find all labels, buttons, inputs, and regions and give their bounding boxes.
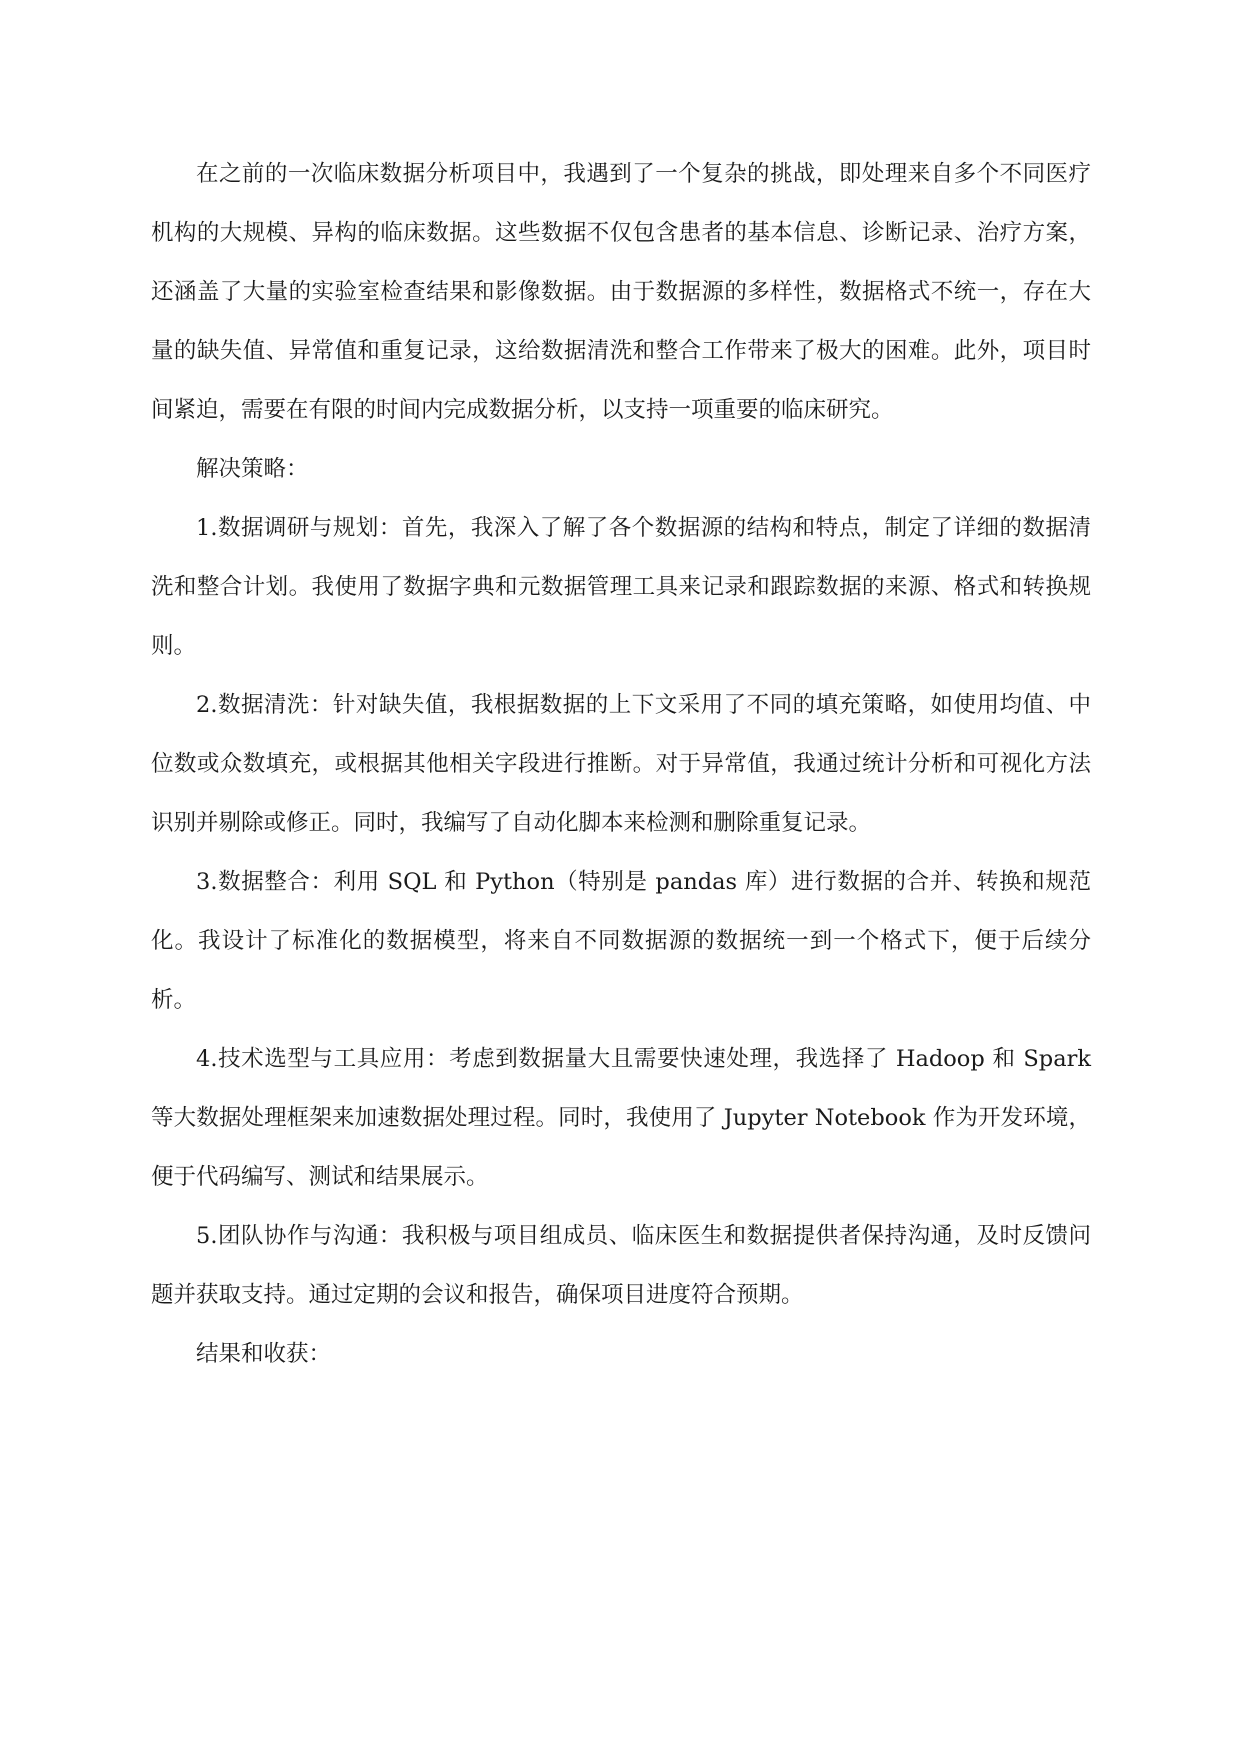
paragraph-step-4: 4.技术选型与工具应用：考虑到数据量大且需要快速处理，我选择了 Hadoop 和 Spark 等大数据处理框架来加速数据处理过程。同时，我使用了 Jupyter Notebook 作为开发环境，便于代码编写、测试和结果展示。: [151, 1046, 1091, 1190]
paragraph-step-2: 2.数据清洗：针对缺失值，我根据数据的上下文采用了不同的填充策略，如使用均值、中位数或众数填充，或根据其他相关字段进行推断。对于异常值，我通过统计分析和可视化方法识别并剔除或修正。同时，我编写了自动化脚本来检测和删除重复记录。: [151, 692, 1091, 836]
paragraph-step-5: 5.团队协作与沟通：我积极与项目组成员、临床医生和数据提供者保持沟通，及时反馈问题并获取支持。通过定期的会议和报告，确保项目进度符合预期。: [151, 1223, 1091, 1308]
paragraph-step-3: 3.数据整合：利用 SQL 和 Python（特别是 pandas 库）进行数据的合并、转换和规范化。我设计了标准化的数据模型，将来自不同数据源的数据统一到一个格式下，便于后续分析。: [151, 869, 1091, 1013]
paragraph-results-heading: 结果和收获：: [196, 1341, 332, 1367]
document-body: [151, 145, 1091, 1384]
paragraph-challenge: 在之前的一次临床数据分析项目中，我遇到了一个复杂的挑战，即处理来自多个不同医疗机构的大规模、异构的临床数据。这些数据不仅包含患者的基本信息、诊断记录、治疗方案，还涵盖了大量的实验室检查结果和影像数据。由于数据源的多样性，数据格式不统一，存在大量的缺失值、异常值和重复记录，这给数据清洗和整合工作带来了极大的困难。此外，项目时间紧迫，需要在有限的时间内完成数据分析，以支持一项重要的临床研究。: [151, 161, 1091, 423]
paragraph-step-1: 1.数据调研与规划：首先，我深入了解了各个数据源的结构和特点，制定了详细的数据清洗和整合计划。我使用了数据字典和元数据管理工具来记录和跟踪数据的来源、格式和转换规则。: [151, 515, 1091, 659]
paragraph-strategy-heading: 解决策略：: [196, 456, 309, 482]
